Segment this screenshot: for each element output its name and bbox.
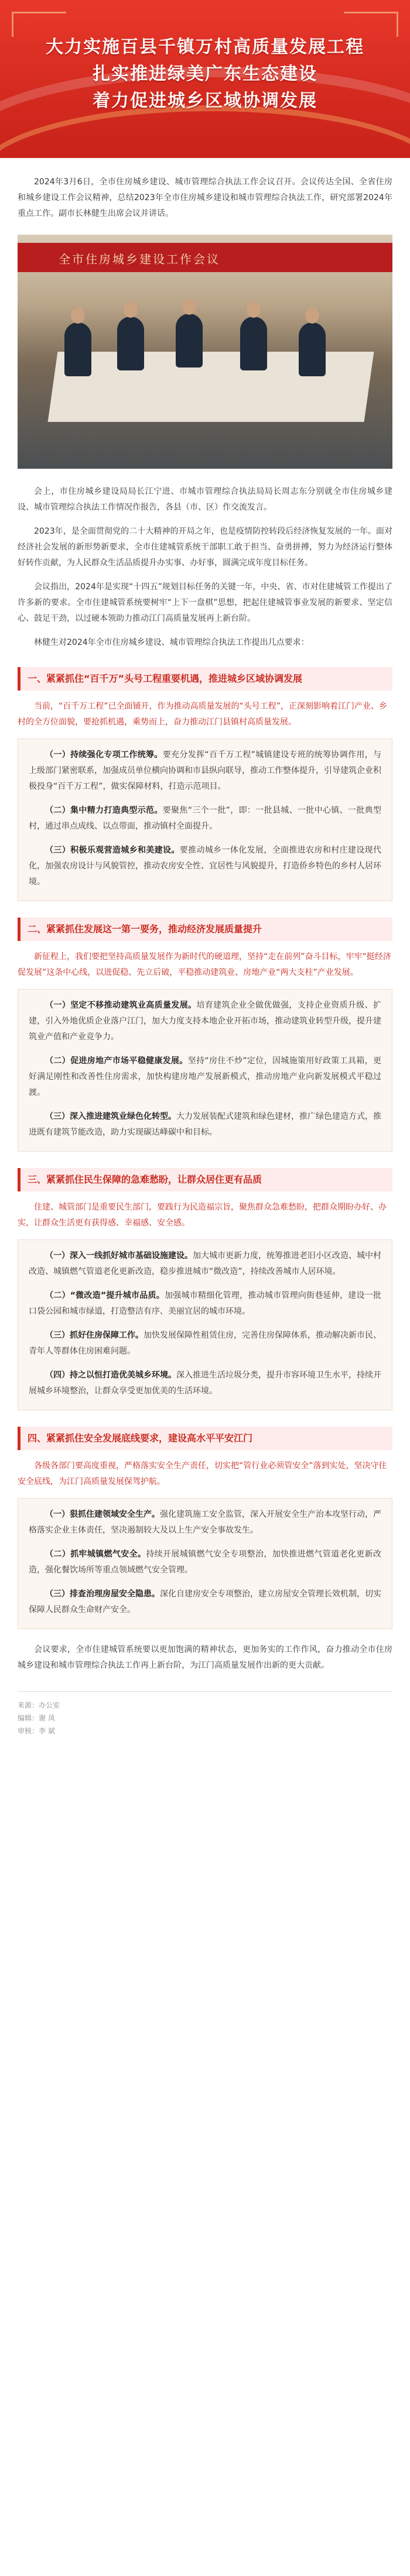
banner-title-line: 扎实推进绿美广东生态建设 bbox=[93, 64, 317, 84]
item-text: 大力发展装配式建筑和绿色建材，推广绿色建造方式，推进既有建筑节能改造，助力实现碳达峰碳中和目标。 bbox=[29, 1112, 381, 1137]
section-intro: 各级各部门要高度重视，严格落实安全生产责任，切实把“管行业必须管安全”落到实处，坚决守住安全底线，为江门高质量发展保驾护航。 bbox=[18, 1461, 387, 1486]
section bbox=[18, 1427, 392, 1629]
item-text: 深入推进生活垃圾分类，提升市容环境卫生水平，持续开展城乡环境整治，让群众享受更加优美的生活环境。 bbox=[29, 1371, 381, 1396]
section-heading: 二、紧紧抓住发展这一第一要务，推动经济发展质量提升 bbox=[18, 918, 392, 941]
attendee-head bbox=[124, 301, 138, 318]
item-text: 加快发展保障性租赁住房，完善住房保障体系，推动解决新市民、青年人等群体住房困难问题。 bbox=[29, 1331, 381, 1356]
article-body bbox=[0, 174, 410, 1674]
section-item bbox=[29, 1368, 381, 1399]
intro-paragraph: 林健生对2024年全市住房城乡建设、城市管理综合执法工作提出几点要求： bbox=[34, 638, 309, 647]
item-text: 加大城市更新力度，统筹推进老旧小区改造、城中村改造、城镇燃气管道老化更新改造，稳步推进城市“微改造”，持续改善城市人居环境。 bbox=[29, 1251, 381, 1276]
banner-corner-decoration bbox=[12, 12, 66, 37]
item-lead: （一）深入一线抓好城市基础设施建设。 bbox=[45, 1251, 193, 1260]
item-lead: （四）持之以恒打造优美城乡环境。 bbox=[45, 1371, 176, 1380]
item-text: 深化自建房安全专项整治，建立房屋安全管理长效机制，切实保障人民群众生命财产安全。 bbox=[29, 1589, 381, 1615]
attendee bbox=[64, 322, 91, 376]
section-heading: 一、紧紧抓住“百千万”头号工程重要机遇，推进城乡区域协调发展 bbox=[18, 667, 392, 691]
item-lead: （一）持续强化专项工作统筹。 bbox=[45, 750, 163, 760]
banner-corner-decoration bbox=[344, 12, 398, 37]
section-card bbox=[18, 989, 392, 1152]
item-text: 要充分发挥“百千万工程”城镇建设专班的统筹协调作用，与上级部门紧密联系，加强成员单位横向协调和市县纵向联导，推动工作整体提升，引导建筑企业积极投身“百千万工程”，做实保障材料，打造示范项目。 bbox=[29, 750, 381, 791]
attendee bbox=[117, 317, 144, 370]
section-item bbox=[29, 747, 381, 795]
section-heading: 三、紧紧抓住民生保障的急难愁盼，让群众居住更有品质 bbox=[18, 1168, 392, 1191]
section-item bbox=[29, 1109, 381, 1141]
item-lead: （三）深入推进建筑业绿色化转型。 bbox=[45, 1112, 176, 1121]
section-item bbox=[29, 843, 381, 890]
section-item bbox=[29, 998, 381, 1045]
item-lead: （一）狠抓住建领域安全生产。 bbox=[45, 1510, 160, 1519]
attendee-head bbox=[305, 307, 319, 324]
item-lead: （三）抓好住房保障工作。 bbox=[45, 1331, 144, 1340]
section-item bbox=[29, 1248, 381, 1280]
item-text: 持续开展城镇燃气安全专项整治，加快推进燃气管道老化更新改造，强化餐饮场所等重点领域燃气安全管理。 bbox=[29, 1550, 382, 1575]
footer-source: 来源：办公室 bbox=[18, 1701, 60, 1709]
item-text: 加强城市精细化管理，推动城市管理向街巷延伸，建设一批口袋公园和城市绿道，打造整洁有序、美丽宜居的城市环境。 bbox=[29, 1291, 381, 1316]
item-lead: （三）积极乐观营造城乡和美建设。 bbox=[45, 846, 180, 855]
intro-paragraph: 2024年3月6日，全市住房城乡建设、城市管理综合执法工作会议召开。会议传达全国、全省住房和城乡建设工作会议精神，总结2023年全市住房城乡建设和城市管理综合执法工作，研究部署2024年重点工作。副市长林健生出席会议并讲话。 bbox=[18, 177, 392, 218]
section-item bbox=[29, 803, 381, 834]
section bbox=[18, 918, 392, 1152]
section-item bbox=[29, 1053, 381, 1101]
banner-title-line: 着力促进城乡区域协调发展 bbox=[93, 91, 317, 111]
item-text: 培育建筑企业全做优做强，支持企业资质升级、扩建，引入外地优质企业落户江门，加大力度支持本地企业开拓市场，推动建筑业转型升级，提升建筑业产值和产业竞争力。 bbox=[29, 1001, 382, 1042]
meeting-banner bbox=[18, 243, 392, 272]
attendee bbox=[176, 314, 203, 367]
section-card bbox=[18, 1239, 392, 1410]
section bbox=[18, 1168, 392, 1410]
footer-editor: 编辑：谢 凤 bbox=[18, 1714, 55, 1722]
section-item bbox=[29, 1328, 381, 1359]
attendee bbox=[299, 322, 326, 376]
section bbox=[18, 667, 392, 901]
attendee-head bbox=[71, 307, 85, 324]
section-item bbox=[29, 1586, 381, 1618]
article-footer bbox=[18, 1691, 392, 1737]
item-lead: （一）坚定不移推动建筑业高质量发展。 bbox=[45, 1001, 197, 1010]
section-item bbox=[29, 1507, 381, 1538]
banner-title-line: 大力实施百县千镇万村高质量发展工程 bbox=[46, 37, 364, 57]
item-lead: （二）促进房地产市场平稳健康发展。 bbox=[45, 1056, 188, 1066]
section-item bbox=[29, 1288, 381, 1320]
attendee bbox=[240, 317, 267, 370]
intro-paragraph: 2023年，是全面贯彻党的二十大精神的开局之年，也是疫情防控转段后经济恢复发展的一年。面对经济社会发展的新形势新要求，全市住建城管系统干部职工敢于担当、奋勇拼搏，努力为经济运行整体好转作贡献，为人民群众生活品质提升办实事、办好事，圆满完成年度目标任务。 bbox=[18, 527, 392, 568]
item-lead: （二）抓牢城镇燃气安全。 bbox=[45, 1550, 146, 1559]
header-banner bbox=[0, 0, 410, 158]
item-text: 要推动城乡一体化发展，全面推进农房和村庄建设现代化，加强农房设计与风貌管控，推动农房安全性、宜居性与风貌提升，打造侨乡特色的乡村人居环境。 bbox=[29, 846, 382, 887]
section-card bbox=[18, 1498, 392, 1629]
section-intro: 当前，“百千万工程”已全面铺开，作为推动高质量发展的“头号工程”，正深刻影响着江门产业、乡村的全方位面貌，要抢抓机遇，乘势而上，奋力推动江门县镇村高质量发展。 bbox=[18, 702, 388, 727]
item-lead: （三）排查治理房屋安全隐患。 bbox=[45, 1589, 160, 1599]
section-intro: 住建、城管部门是重要民生部门，要践行为民造福宗旨，聚焦群众急难愁盼，把群众期盼办好、办实，让群众生活更有获得感、幸福感、安全感。 bbox=[18, 1203, 387, 1228]
item-text: 强化建筑施工安全监管，深入开展安全生产治本攻坚行动，严格落实企业主体责任，坚决遏制较大及以上生产安全事故发生。 bbox=[29, 1510, 381, 1535]
section-item bbox=[29, 1547, 381, 1578]
attendee-head bbox=[182, 298, 196, 315]
section-intro: 新征程上，我们要把坚持高质量发展作为新时代的硬道理，坚持“走在前列”奋斗目标，牢牢“挺经济 促发展”这条中心线，以进促稳、先立后破，平稳推动建筑业、房地产业“两大支柱”产业发展。 bbox=[18, 952, 391, 977]
item-text: 坚持“房住不炒”定位，因城施策用好政策工具箱，更好满足刚性和改善性住房需求，加快构建房地产发展新模式，推动房地产业向新发展模式平稳过渡。 bbox=[29, 1056, 381, 1097]
meeting-banner-text: 全市住房城乡建设工作会议 bbox=[59, 252, 220, 266]
item-lead: （二）“微改造”提升城市品质。 bbox=[45, 1291, 165, 1300]
intro-paragraph: 会上，市住房城乡建设局局长江宁进、市城市管理综合执法局局长周志东分别就全市住房城乡建设、城市管理综合执法工作情况作报告，各县（市、区）作交流发言。 bbox=[18, 487, 392, 512]
closing-paragraph: 会议要求，全市住建城管系统要以更加饱满的精神状态，更加务实的工作作风，奋力推动全市住房城乡建设和城市管理综合执法工作再上新台阶，为江门高质量发展作出新的更大贡献。 bbox=[18, 1645, 392, 1670]
section-card bbox=[18, 739, 392, 901]
footer-review: 审核：李 斌 bbox=[18, 1727, 55, 1735]
intro-paragraph: 会议指出，2024年是实现“十四五”规划目标任务的关键一年，中央、省、市对住建城管工作提出了许多新的要求。全市住建城管系统要树牢“上下一盘棋”思想，把起住建城管事业发展的新要求、坚定信心、鼓足干劲，以过硬本领助力推动江门高质量发展再上新台阶。 bbox=[18, 582, 392, 623]
item-lead: （二）集中精力打造典型示范。 bbox=[45, 806, 163, 815]
meeting-photo bbox=[18, 235, 392, 469]
attendee-head bbox=[247, 301, 261, 318]
item-text: 要聚焦“三个一批”，即：一批县城、一批中心镇、一批典型村，通过串点成线、以点带面，推动镇村全面提升。 bbox=[29, 806, 381, 831]
section-heading: 四、紧紧抓住安全发展底线要求，建设高水平平安江门 bbox=[18, 1427, 392, 1450]
